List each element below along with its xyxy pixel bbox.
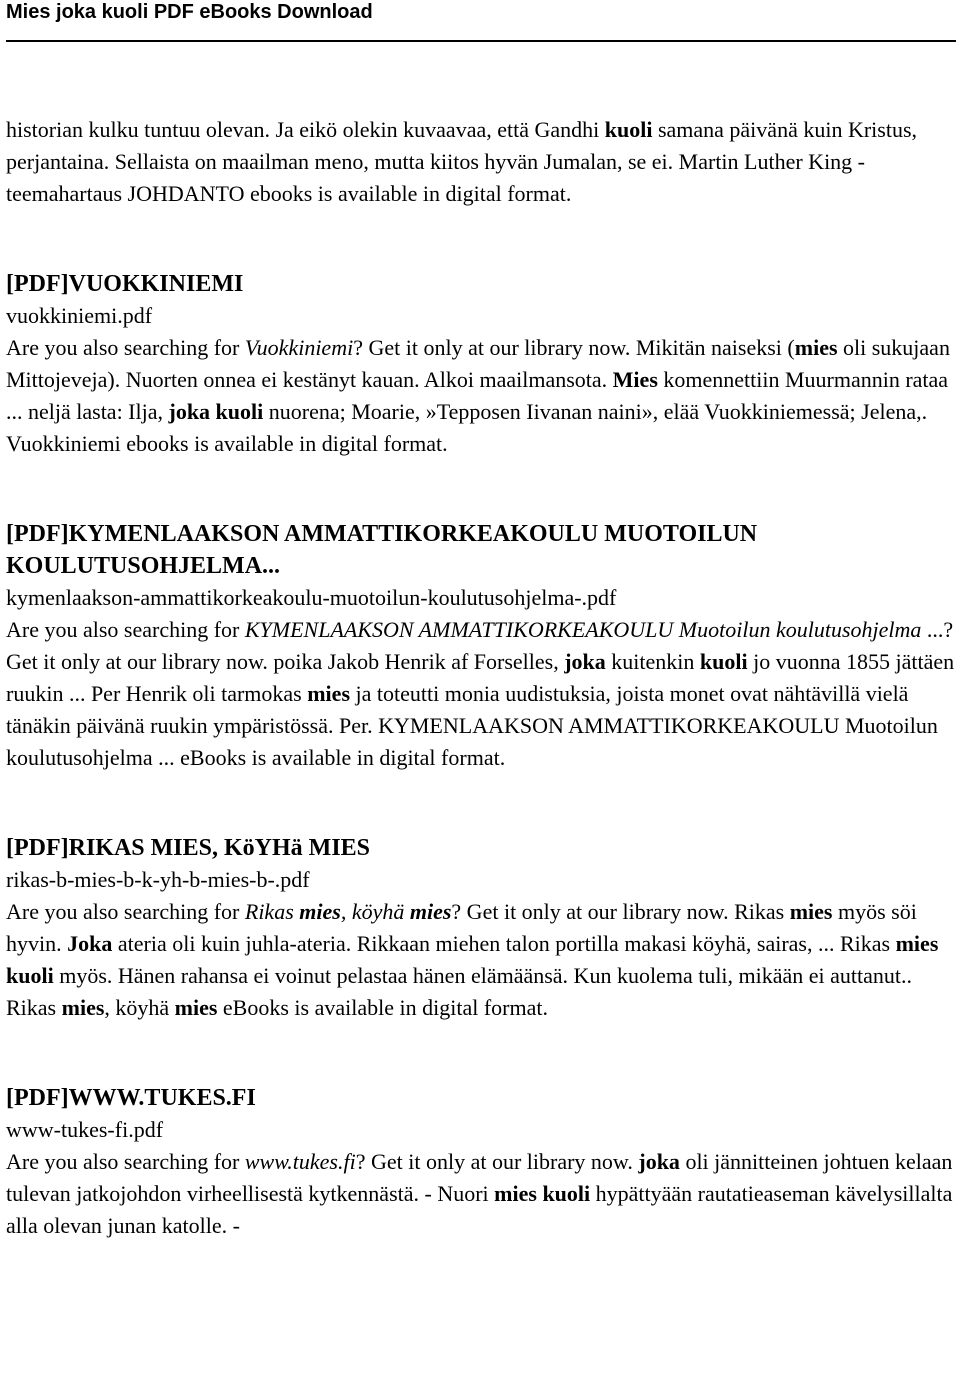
text-run: hypättyään rautatieaseman kävelysillalta alla olevan junan katolle. - [6,1181,953,1238]
header-divider [6,40,956,42]
text-run: ? Get it only at our library now. Rikas [451,899,790,924]
result-filename: kymenlaakson-ammattikorkeakoulu-muotoilun-koulutusohjelma-.pdf [6,585,617,610]
keyword-text: mies [789,899,833,924]
text-run: ? Get it only at our library now. [355,1149,639,1174]
text-run: eBooks is available in digital format. [217,995,548,1020]
text-run: nuorena; Moarie, »Tepposen Iivanan naini», elää Vuokkiniemessä; Jelena,. Vuokkiniemi ebooks is available in digital format. [6,399,928,456]
result-description [6,896,956,1024]
result-title[interactable]: [PDF]VUOKKINIEMI [6,271,244,297]
keyword-text: mies [174,995,218,1020]
text-run: Are you also searching for [6,899,245,924]
text-run: komennettiin Muurmannin rataa ... neljä lasta: Ilja, [6,367,949,424]
keyword-text: joka [564,649,606,674]
text-run: oli jännitteinen johtuen kelaan tulevan jatkojohdon virheellisestä kytkennästä. - Nuori [6,1149,953,1206]
result-section-vuokkiniemi [6,268,956,460]
result-filename: vuokkiniemi.pdf [6,303,153,328]
keyword-text: mies kuoli [6,931,939,988]
search-term-text: www.tukes.fi [244,1149,356,1174]
text-run: historian kulku tuntuu olevan. Ja eikö olekin kuvaavaa, että Gandhi [6,117,605,142]
text-run: Are you also searching for [6,335,245,360]
result-title[interactable]: [PDF]KYMENLAAKSON AMMATTIKORKEAKOULU MUOTOILUN KOULUTUSOHJELMA... [6,521,758,579]
emphasis-text: mies [299,899,341,924]
keyword-text [410,899,452,924]
keyword-text: mies [494,1181,537,1206]
text-run: ateria oli kuin juhla-ateria. Rikkaan miehen talon portilla makasi köyhä, sairas, ... Rikas [112,931,896,956]
keyword-text [299,899,341,924]
text-run: oli sukujaan Mittojeveja). Nuorten onnea ei kestänyt kauan. Alkoi maailmansota. [6,335,950,392]
result-title[interactable]: [PDF]RIKAS MIES, KöYHä MIES [6,835,371,861]
result-section-rikas-mies [6,832,956,1024]
result-filename: rikas-b-mies-b-k-yh-b-mies-b-.pdf [6,867,310,892]
text-run: myös söi hyvin. [6,899,917,956]
page-title: Mies joka kuoli PDF eBooks Download [6,1,373,23]
keyword-text: kuoli [542,1181,591,1206]
search-term-text: Rikas [244,899,300,924]
result-description [6,614,956,774]
keyword-text: mies [307,681,350,706]
text-run: ...? Get it only at our library now. poika Jakob Henrik af Forselles, [6,617,954,674]
keyword-text: kuoli [699,649,748,674]
intro-paragraph [6,114,956,210]
text-run: Are you also searching for [6,1149,245,1174]
text-run: Are you also searching for [6,617,245,642]
text-run: samana päivänä kuin Kristus, perjantaina. Sellaista on maailman meno, mutta kiitos hyvän Jumalan, se ei. Martin Luther King -teemahartaus JOHDANTO ebooks is available in digital format. [6,117,918,206]
keyword-text: kuoli [604,117,653,142]
keyword-text: Mies [612,367,658,392]
result-section-kymenlaakson [6,518,956,774]
search-term-text: Vuokkiniemi [244,335,354,360]
result-filename: www-tukes-fi.pdf [6,1117,164,1142]
text-run: ja toteutti monia uudistuksia, joista monet ovat nähtävillä vielä tänäkin päivänä ruukin ympäristössä. Per. KYMENLAAKSON AMMATTIKORKEAKOULU Muotoilun koulutusohjelma ... eBooks is available in digital format. [6,681,938,770]
result-section-tukes [6,1082,956,1242]
result-description [6,1146,956,1242]
search-term-text: KYMENLAAKSON AMMATTIKORKEAKOULU Muotoilun koulutusohjelma [244,617,922,642]
result-title[interactable]: [PDF]WWW.TUKES.FI [6,1085,256,1111]
keyword-text: joka kuoli [168,399,264,424]
text-run: , köyhä [104,995,175,1020]
page-header [0,0,960,44]
keyword-text: mies [61,995,105,1020]
document-content [6,114,956,1242]
text-run: ? Get it only at our library now. Mikitän naiseksi ( [353,335,795,360]
text-run: myös. Hänen rahansa ei voinut pelastaa hänen elämäänsä. Kun kuolema tuli, mikään ei auttanut.. Rikas [6,963,913,1020]
emphasis-text: mies [409,899,452,924]
text-run: jo vuonna 1855 jättäen ruukin ... Per Henrik oli tarmokas [6,649,955,706]
keyword-text: Joka [67,931,113,956]
keyword-text: joka [638,1149,680,1174]
result-description [6,332,956,460]
text-run: kuitenkin [605,649,700,674]
search-term-text: , köyhä [340,899,410,924]
keyword-text: mies [794,335,838,360]
